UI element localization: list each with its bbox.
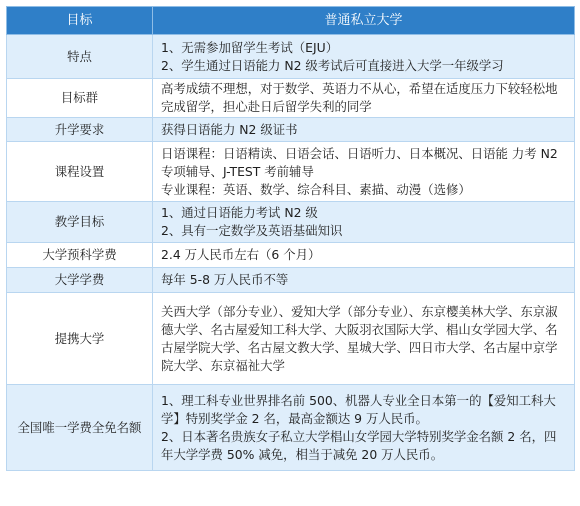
table-row [7,243,575,268]
content-line: 获得日语能力 N2 级证书 [161,121,298,137]
table-row [7,202,575,243]
table-row [7,268,575,293]
row-content [153,35,575,79]
row-content [153,385,575,471]
comparison-table-container [6,6,574,471]
row-label: 目标群 [7,79,153,118]
header-private-university: 普通私立大学 [153,7,575,35]
table-row [7,142,575,202]
content-line: 关西大学（部分专业）、爱知大学（部分专业）、东京樱美林大学、东京淑德大学、名古屋爱知工科大学、大阪羽衣国际大学、椙山女学园大学、名古屋学院大学、名古屋文教大学、星城大学、四日市大学、名古屋中京学院大学、东京福祉大学 [161,303,558,373]
content-line: 专业课程：英语、数学、综合科目、素描、动漫（选修） [161,181,471,197]
content-line: 2、具有一定数学及英语基础知识 [161,223,343,238]
table-header-row [7,7,575,35]
row-content [153,293,575,385]
table-row [7,35,575,79]
content-line: 1、通过日语能力考试 N2 级 [161,205,318,220]
content-line: 2.4 万人民币左右（6 个月） [161,247,321,262]
row-content [153,142,575,202]
row-content [153,202,575,243]
content-line: 1、理工科专业世界排名前 500、机器人专业全日本第一的【爱知工科大学】特别奖学金 2 名，最高金额达 9 万人民币。 [161,392,556,426]
row-label: 大学预科学费 [7,243,153,268]
table-row [7,79,575,118]
content-line: 2、学生通过日语能力 N2 级考试后可直接进入大学一年级学习 [161,57,504,73]
row-content [153,79,575,118]
content-line: 高考成绩不理想，对于数学、英语力不从心，希望在适度压力下较轻松地完成留学，担心赴日后留学失利的同学 [161,81,558,114]
table-row [7,385,575,471]
table-row [7,118,575,142]
row-content [153,118,575,142]
row-label: 提携大学 [7,293,153,385]
comparison-table [6,6,575,471]
header-target: 目标 [7,7,153,35]
row-label: 全国唯一学费全免名额 [7,385,153,471]
content-line: 日语课程：日语精读、日语会话、日语听力、日本概况、日语能 力考 N2 专项辅导、J-TEST 考前辅导 [161,145,562,179]
row-label: 特点 [7,35,153,79]
row-label: 课程设置 [7,142,153,202]
row-content [153,243,575,268]
content-line: 2、日本著名贵族女子私立大学椙山女学园大学特别奖学金名额 2 名，四年大学学费 50% 减免，相当于减免 20 万人民币。 [161,428,557,462]
row-label: 大学学费 [7,268,153,293]
row-label: 教学目标 [7,202,153,243]
content-line: 每年 5-8 万人民币不等 [161,272,289,287]
row-label: 升学要求 [7,118,153,142]
row-content [153,268,575,293]
table-row [7,293,575,385]
content-line: 1、无需参加留学生考试（EJU） [161,39,339,55]
